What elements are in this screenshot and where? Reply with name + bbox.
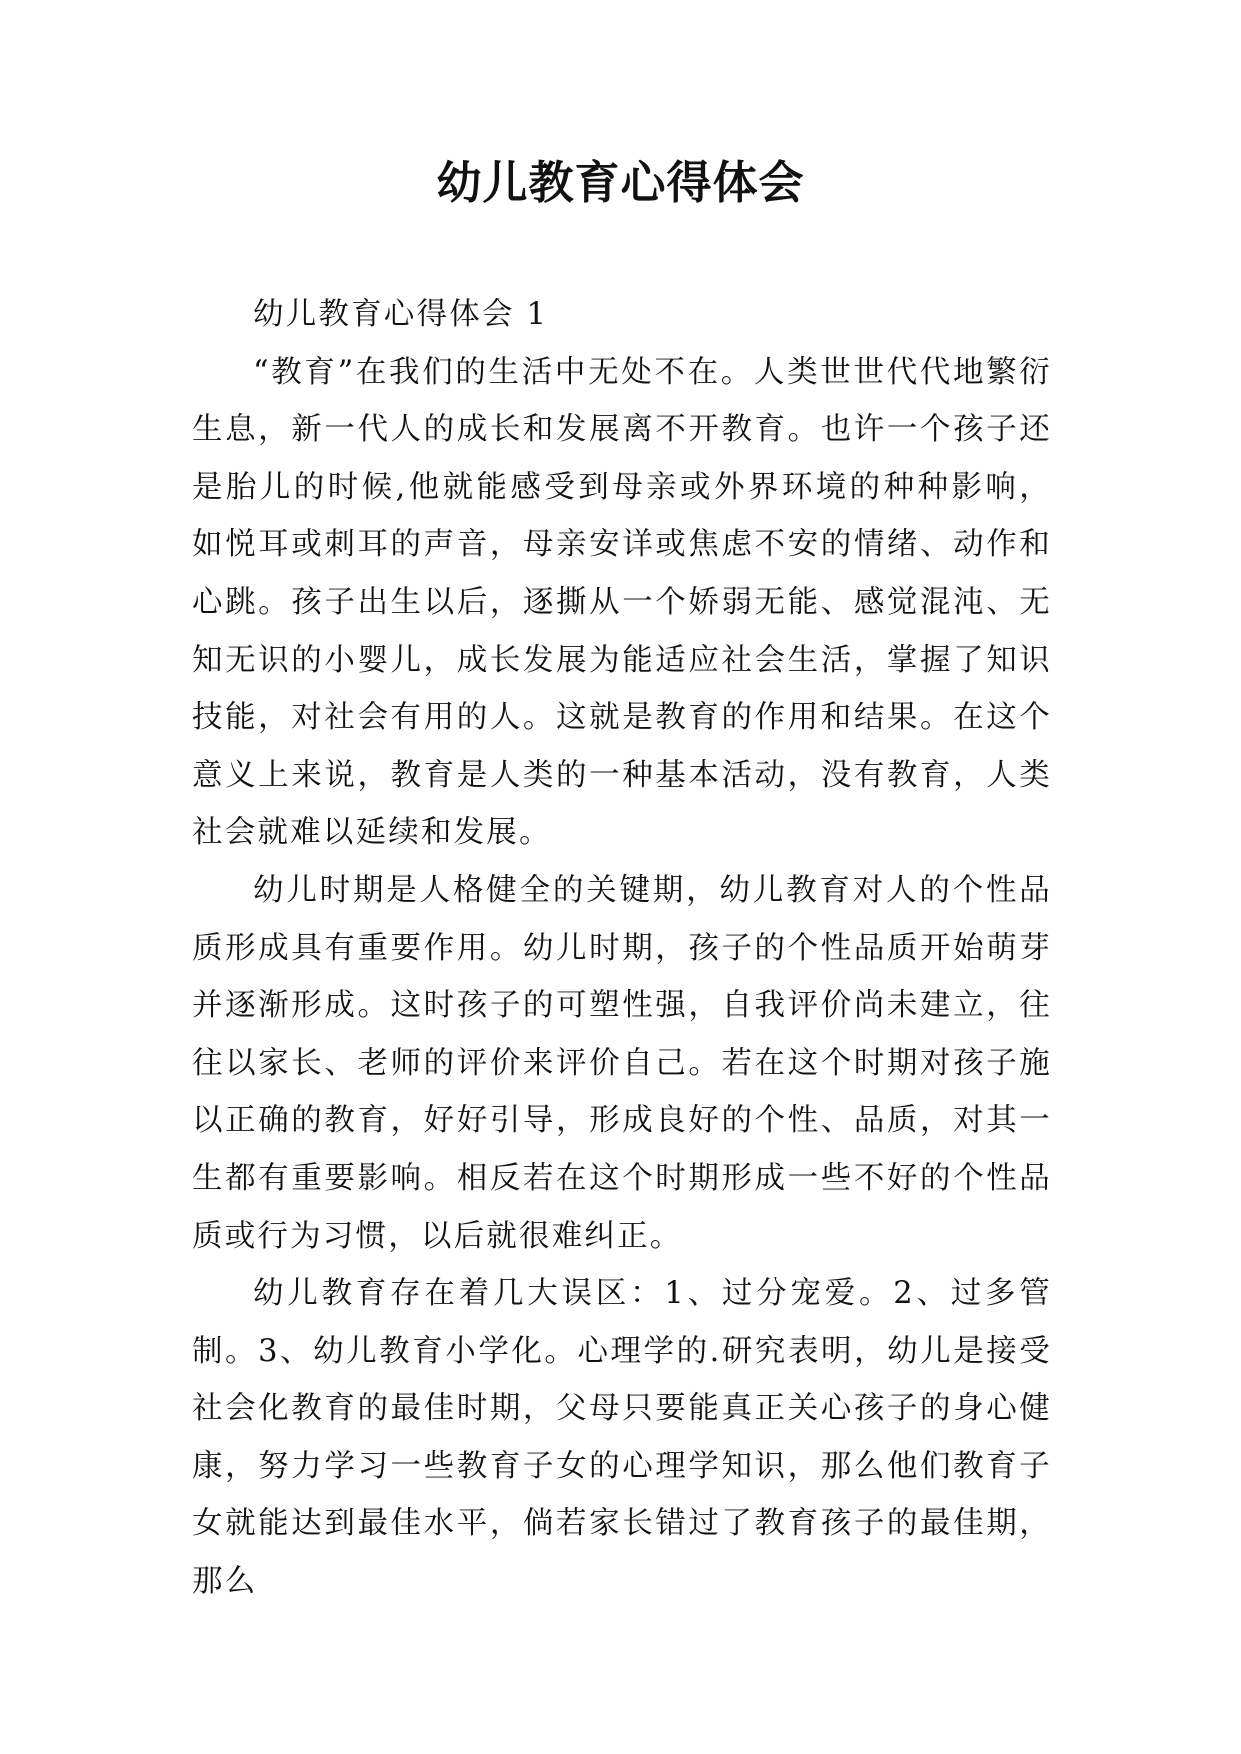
paragraph-2: 幼儿时期是人格健全的关键期，幼儿教育对人的个性品质形成具有重要作用。幼儿时期，孩子的个性品质开始萌芽并逐渐形成。这时孩子的可塑性强，自我评价尚未建立，往往以家长、老师的评价来评价自己。若在这个时期对孩子施以正确的教育，好好引导，形成良好的个性、品质，对其一生都有重要影响。相反若在这个时期形成一些不好的个性品质或行为习惯，以后就很难纠正。 bbox=[192, 872, 1052, 1254]
paragraph-1: “教育”在我们的生活中无处不在。人类世世代代地繁衍生息，新一代人的成长和发展离不开教育。也许一个孩子还是胎儿的时候,他就能感受到母亲或外界环境的种种影响，如悦耳或刺耳的声音，母亲安详或焦虑不安的情绪、动作和心跳。孩子出生以后，逐撕从一个娇弱无能、感觉混沌、无知无识的小婴儿，成长发展为能适应社会生活，掌握了知识技能，对社会有用的人。这就是教育的作用和结果。在这个意义上来说，教育是人类的一种基本活动，没有教育，人类社会就难以延续和发展。 bbox=[192, 354, 1052, 851]
document-body bbox=[192, 286, 1052, 1611]
section-heading: 幼儿教育心得体会 1 bbox=[253, 297, 549, 332]
paragraph-3: 幼儿教育存在着几大误区：1、过分宠爱。2、过多管制。3、幼儿教育小学化。心理学的.研究表明，幼儿是接受社会化教育的最佳时期，父母只要能真正关心孩子的身心健康，努力学习一些教育子女的心理学知识，那么他们教育子女就能达到最佳水平，倘若家长错过了教育孩子的最佳期，那么 bbox=[192, 1276, 1052, 1600]
document-title: 幼儿教育心得体会 bbox=[436, 156, 805, 209]
